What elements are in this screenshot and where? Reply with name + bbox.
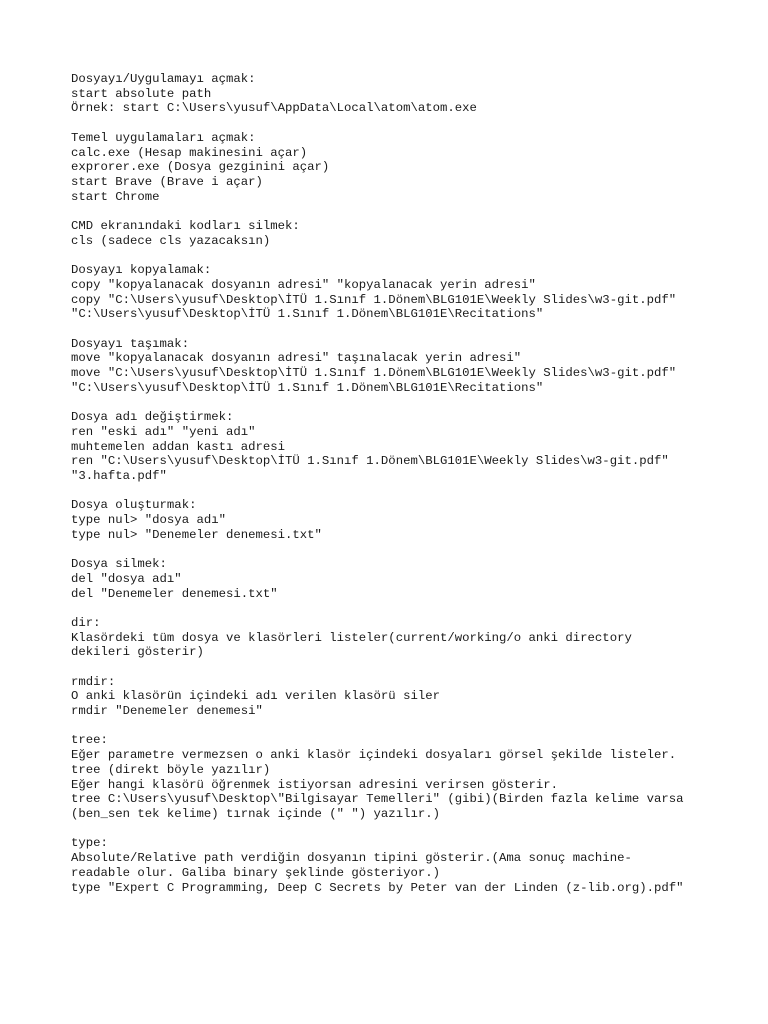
section-heading: Dosyayı/Uygulamayı açmak: <box>71 72 256 86</box>
section-line: cls (sadece cls yazacaksın) <box>71 233 271 248</box>
section-heading: tree: <box>71 733 108 748</box>
section-line: calc.exe (Hesap makinesini açar) <box>71 145 308 160</box>
section-line: start Brave (Brave i açar) <box>71 174 263 189</box>
section-line: tree (direkt böyle yazılır) <box>71 762 271 777</box>
section-heading: dir: <box>71 615 101 630</box>
section-line: move "kopyalanacak dosyanın adresi" taşınalacak yerin adresi" <box>71 351 522 366</box>
section-line: Absolute/Relative path verdiğin dosyanın tipini gösterir.(Ama sonuç machine- <box>71 851 632 866</box>
section-line: Eğer parametre vermezsen o anki klasör içindeki dosyaları görsel şekilde listeler. <box>71 748 677 763</box>
note-section <box>71 836 751 895</box>
section-line: del "dosya adı" <box>71 571 182 586</box>
note-section <box>71 263 751 322</box>
section-heading: Dosyayı taşımak: <box>71 336 190 351</box>
section-line: type "Expert C Programming, Deep C Secrets by Peter van der Linden (z-lib.org).pdf" <box>71 880 684 895</box>
section-line: exprorer.exe (Dosya gezginini açar) <box>71 160 330 175</box>
section-line: tree C:\Users\yusuf\Desktop\"Bilgisayar Temelleri" (gibi)(Birden fazla kelime varsa <box>71 792 684 807</box>
note-section <box>71 616 751 660</box>
section-line: muhtemelen addan kastı adresi <box>71 439 286 454</box>
section-heading: Temel uygulamaları açmak: <box>71 130 256 145</box>
note-section <box>71 72 751 116</box>
section-heading: type: <box>71 836 108 851</box>
section-heading: Dosya oluşturmak: <box>71 498 197 513</box>
section-line: type nul> "dosya adı" <box>71 513 226 527</box>
note-section <box>71 131 751 205</box>
document-page <box>71 72 751 910</box>
section-heading: Dosya adı değiştirmek: <box>71 410 234 425</box>
note-section <box>71 337 751 396</box>
note-section <box>71 219 751 248</box>
section-line: copy "kopyalanacak dosyanın adresi" "kopyalanacak yerin adresi" <box>71 277 536 292</box>
note-section <box>71 498 751 542</box>
section-line: del "Denemeler denemesi.txt" <box>71 586 278 601</box>
section-heading: Dosya silmek: <box>71 557 167 572</box>
note-section <box>71 733 751 821</box>
section-line: Eğer hangi klasörü öğrenmek istiyorsan adresini verirsen gösterir. <box>71 777 559 792</box>
section-heading: Dosyayı kopyalamak: <box>71 263 212 278</box>
note-section <box>71 675 751 719</box>
section-line: move "C:\Users\yusuf\Desktop\İTÜ 1.Sınıf 1.Dönem\BLG101E\Weekly Slides\w3-git.pdf" <box>71 366 677 380</box>
section-line: start Chrome <box>71 189 160 204</box>
section-line: dekileri gösterir) <box>71 645 204 660</box>
section-heading: rmdir: <box>71 674 116 689</box>
note-section <box>71 410 751 484</box>
section-line: Klasördeki tüm dosya ve klasörleri listeler(current/working/o anki directory <box>71 630 632 645</box>
section-line: copy "C:\Users\yusuf\Desktop\İTÜ 1.Sınıf 1.Dönem\BLG101E\Weekly Slides\w3-git.pdf" <box>71 292 677 307</box>
section-line: "C:\Users\yusuf\Desktop\İTÜ 1.Sınıf 1.Dönem\BLG101E\Recitations" <box>71 307 544 322</box>
section-line: rmdir "Denemeler denemesi" <box>71 704 263 719</box>
section-line: O anki klasörün içindeki adı verilen klasörü siler <box>71 689 440 704</box>
section-line: ren "C:\Users\yusuf\Desktop\İTÜ 1.Sınıf 1.Dönem\BLG101E\Weekly Slides\w3-git.pdf" <box>71 454 669 469</box>
section-heading: CMD ekranındaki kodları silmek: <box>71 219 300 233</box>
section-line: type nul> "Denemeler denemesi.txt" <box>71 527 322 542</box>
section-line: "3.hafta.pdf" <box>71 468 167 483</box>
section-line: (ben_sen tek kelime) tırnak içinde (" ") yazılır.) <box>71 807 440 821</box>
note-section <box>71 557 751 601</box>
section-line: Örnek: start C:\Users\yusuf\AppData\Local\atom\atom.exe <box>71 101 477 116</box>
section-line: "C:\Users\yusuf\Desktop\İTÜ 1.Sınıf 1.Dönem\BLG101E\Recitations" <box>71 380 544 395</box>
section-line: ren "eski adı" "yeni adı" <box>71 424 256 439</box>
section-line: readable olur. Galiba binary şeklinde gösteriyor.) <box>71 865 440 880</box>
section-line: start absolute path <box>71 86 212 101</box>
